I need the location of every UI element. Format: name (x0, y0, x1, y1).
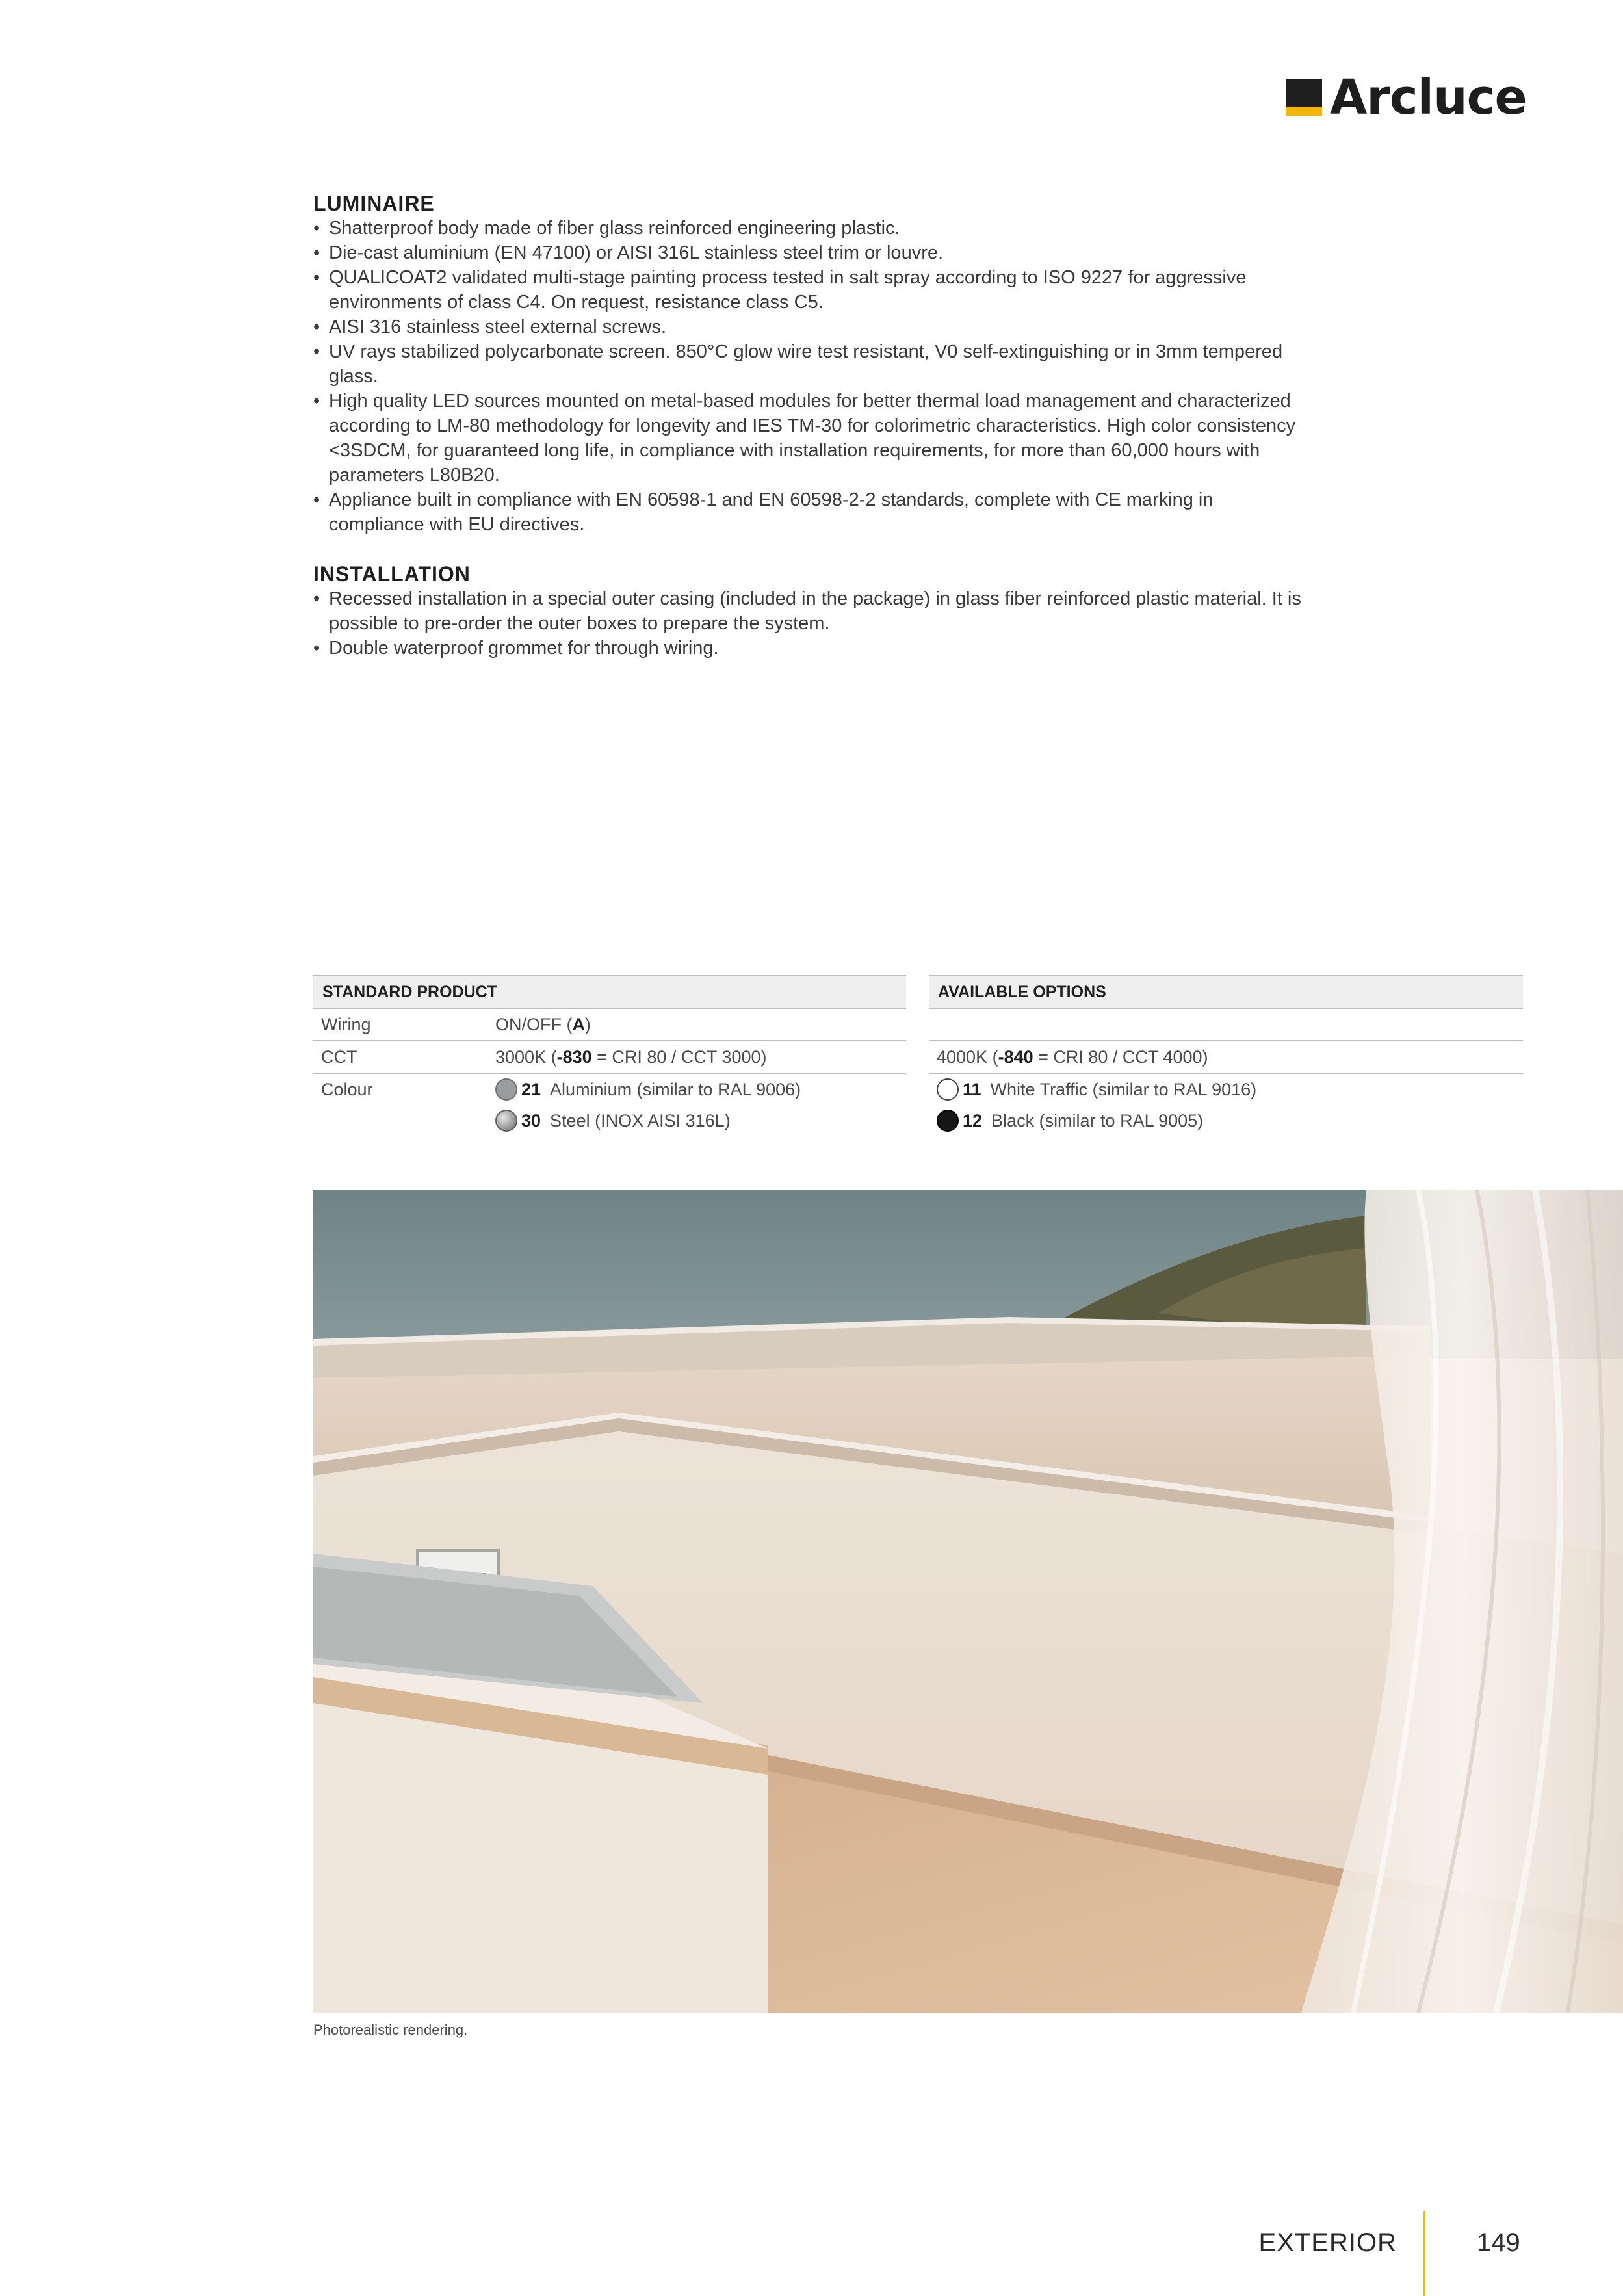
wiring-code: A (572, 1014, 585, 1034)
list-item: • AISI 316 stainless steel external screws. (313, 315, 1301, 339)
aluminium-swatch-icon (495, 1078, 517, 1101)
photo-caption: Photorealistic rendering. (313, 2022, 468, 2038)
cct-value: 3000K (-830 = CRI 80 / CCT 3000) (495, 1047, 767, 1067)
list-item: • UV rays stabilized polycarbonate screen. 850°C glow wire test resistant, V0 self-extinguishing or in 3mm tempered glass. (313, 339, 1301, 389)
list-item: • Die-cast aluminium (EN 47100) or AISI 316L stainless steel trim or louvre. (313, 241, 1301, 265)
list-item: • Shatterproof body made of fiber glass reinforced engineering plastic. (313, 216, 1301, 241)
cct-label: CCT (321, 1047, 357, 1067)
table-row-cct (313, 1041, 906, 1074)
wiring-label: Wiring (321, 1014, 371, 1034)
installation-list (313, 586, 1301, 660)
colour-option-aluminium: 21 Aluminium (similar to RAL 9006) (495, 1074, 906, 1105)
brand-logo (1286, 72, 1527, 124)
logo-mark-icon (1286, 79, 1322, 116)
standard-product-header: STANDARD PRODUCT (313, 975, 906, 1009)
luminaire-title: LUMINAIRE (313, 192, 435, 215)
cct-option-code: -840 (998, 1047, 1033, 1067)
table-row-empty (929, 1009, 1523, 1041)
white-swatch-icon (937, 1078, 959, 1101)
standard-product-table (313, 975, 906, 1136)
available-options-header: AVAILABLE OPTIONS (929, 975, 1523, 1009)
cct-code: -830 (556, 1047, 592, 1067)
cct-option-value: 4000K (-840 = CRI 80 / CCT 4000) (937, 1047, 1208, 1067)
wiring-value: ON/OFF (A) (495, 1014, 591, 1034)
list-item: • Appliance built in compliance with EN 60598-1 and EN 60598-2-2 standards, complete with CE marking in compliance with EU directives. (313, 488, 1301, 537)
footer-section-label: EXTERIOR (1258, 2228, 1397, 2257)
available-options-table (929, 975, 1523, 1136)
product-photo (313, 1190, 1623, 2013)
list-item: • Double waterproof grommet for through wiring. (313, 636, 1301, 660)
colour-option-black: 12 Black (similar to RAL 9005) (937, 1105, 1523, 1136)
footer-divider (1423, 2211, 1425, 2296)
page-number: 149 (1477, 2228, 1520, 2257)
black-swatch-icon (937, 1110, 959, 1132)
luminaire-list (313, 216, 1301, 537)
colour-option-steel: 30 Steel (INOX AISI 316L) (495, 1105, 906, 1136)
luminaire-section (313, 191, 1301, 537)
installation-title: INSTALLATION (313, 562, 471, 586)
table-row-cct-option (929, 1041, 1523, 1074)
colour-label: Colour (321, 1080, 373, 1099)
brand-name: Arcluce (1330, 70, 1527, 125)
list-item: • QUALICOAT2 validated multi-stage painting process tested in salt spray according to ISO 9227 for aggressive environments of class C4. On request, resistance class C5. (313, 265, 1301, 315)
table-row-colour-options (929, 1074, 1523, 1136)
steel-swatch-icon (495, 1110, 517, 1132)
table-row-wiring (313, 1009, 906, 1041)
colour-option-white: 11 White Traffic (similar to RAL 9016) (937, 1074, 1523, 1105)
installation-section (313, 562, 1301, 660)
table-row-colour (313, 1074, 906, 1136)
list-item: • High quality LED sources mounted on metal-based modules for better thermal load management and characterized according to LM-80 methodology for longevity and IES TM-30 for colorimetric characteristics. High color consistency <3SDCM, for guaranteed long life, in compliance with installation requirements, for more than 60,000 hours with parameters L80B20. (313, 389, 1301, 488)
list-item: • Recessed installation in a special outer casing (included in the package) in glass fiber reinforced plastic material. It is possible to pre-order the outer boxes to prepare the system. (313, 586, 1301, 636)
